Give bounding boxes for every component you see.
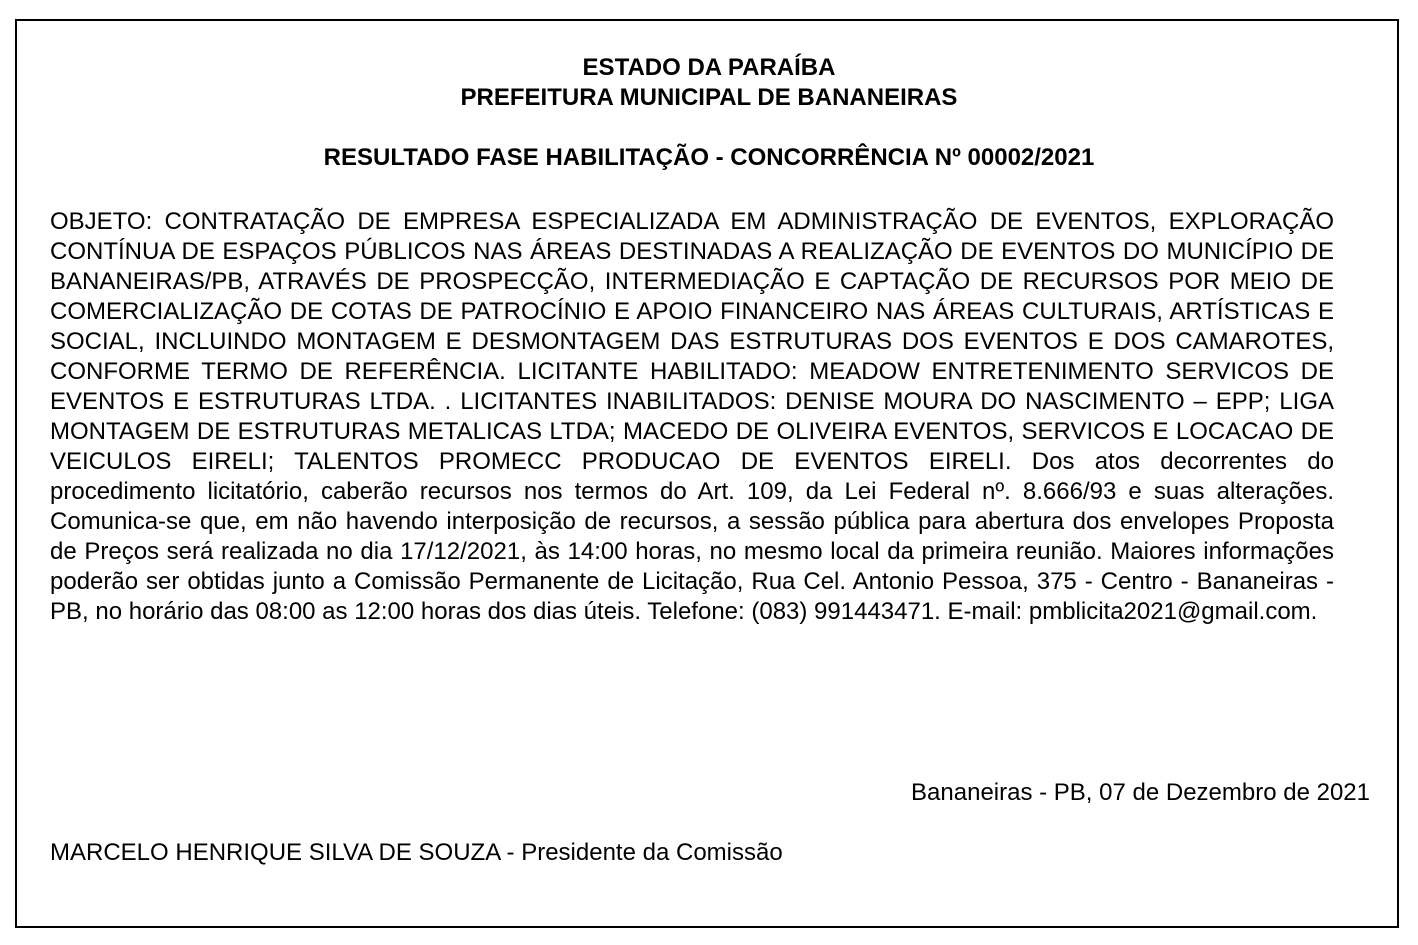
header-state: ESTADO DA PARAÍBA [582,54,836,81]
notice-body: OBJETO: CONTRATAÇÃO DE EMPRESA ESPECIALIZADA EM ADMINISTRAÇÃO DE EVENTOS, EXPLORAÇÃO CONTÍNUA DE ESPAÇOS PÚBLICOS NAS ÁREAS DESTINADAS A REALIZAÇÃO DE EVENTOS DO MUNICÍPIO DE BANANEIRAS/PB, ATRAVÉS DE PROSPECÇÃO, INTERMEDIAÇÃO E CAPTAÇÃO DE RECURSOS POR MEIO DE COMERCIALIZAÇÃO DE COTAS DE PATROCÍNIO E APOIO FINANCEIRO NAS ÁREAS CULTURAIS, ARTÍSTICAS E SOCIAL, INCLUINDO MONTAGEM E DESMONTAGEM DAS ESTRUTURAS DOS EVENTOS E DOS CAMAROTES, CONFORME TERMO DE REFERÊNCIA. LICITANTE HABILITADO: MEADOW ENTRETENIMENTO SERVICOS DE EVENTOS E ESTRUTURAS LTDA. . LICITANTES INABILITADOS: DENISE MOURA DO NASCIMENTO – EPP; LIGA MONTAGEM DE ESTRUTURAS METALICAS LTDA; MACEDO DE OLIVEIRA EVENTOS, SERVICOS E LOCACAO DE VEICULOS EIRELI; TALENTOS PROMECC PRODUCAO DE EVENTOS EIRELI. Dos atos decorrentes do procedimento licitatório, caberão recursos nos termos do Art. 109, da Lei Federal nº. 8.666/93 e suas alterações. Comunica-se que, em não havendo interposição de recursos, a sessão pública para abertura dos envelopes Proposta de Preços será realizada no dia 17/12/2021, às 14:00 horas, no mesmo local da primeira reunião. Maiores informações poderão ser obtidas junto a Comissão Permanente de Licitação, Rua Cel. Antonio Pessoa, 375 - Centro - Bananeiras - PB, no horário das 08:00 as 12:00 horas dos dias úteis. Telefone: (083) 991443471. E-mail: pmblicita2021@gmail.com. [50,208,1334,625]
notice-title: RESULTADO FASE HABILITAÇÃO - CONCORRÊNCIA Nº 00002/2021 [323,144,1095,171]
notice-header [0,53,1418,113]
notice-date: Bananeiras - PB, 07 de Dezembro de 2021 [911,779,1370,806]
notice-signature: MARCELO HENRIQUE SILVA DE SOUZA - Presidente da Comissão [50,839,783,866]
header-municipality: PREFEITURA MUNICIPAL DE BANANEIRAS [460,84,958,111]
